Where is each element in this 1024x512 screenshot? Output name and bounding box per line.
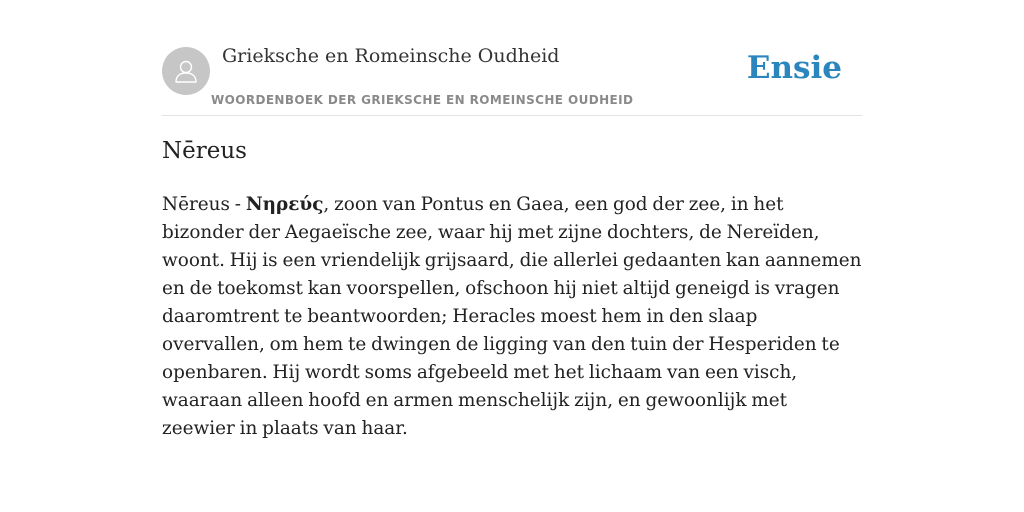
source-title[interactable]: Grieksche en Romeinsche Oudheid bbox=[222, 45, 560, 67]
source-subtitle: WOORDENBOEK DER GRIEKSCHE EN ROMEINSCHE OUDHEID bbox=[211, 93, 634, 107]
page-container bbox=[162, 0, 862, 512]
entry-greek-term: Νηρεύς bbox=[245, 194, 324, 215]
entry-headword: Nēreus bbox=[162, 194, 230, 215]
headword-separator: - bbox=[229, 194, 246, 215]
user-outline-icon bbox=[172, 57, 200, 85]
entry-title: Nēreus bbox=[162, 138, 247, 164]
entry-definition: , zoon van Pontus en Gaea, een god der zee, in het bizonder der Aegaeïsche zee, waar hij met zijne dochters, de Nereïden, woont. Hij is een vriendelijk grijsaard, die allerlei gedaanten kan aannemen en de toekomst kan voorspellen, ofschoon hij niet altijd geneigd is vragen daaromtrent te beantwoorden; Heracles moest hem in den slaap overvallen, om hem te dwingen de ligging van den tuin der Hesperiden te openbaren. Hij wordt soms afgebeeld met het lichaam van een visch, waaraan alleen hoofd en armen menschelijk zijn, en gewoonlijk met zeewier in plaats van haar. bbox=[162, 194, 862, 439]
header-divider bbox=[162, 115, 862, 116]
brand-logo[interactable]: Ensie bbox=[746, 50, 842, 86]
avatar[interactable] bbox=[162, 47, 210, 95]
entry-body bbox=[162, 191, 862, 443]
